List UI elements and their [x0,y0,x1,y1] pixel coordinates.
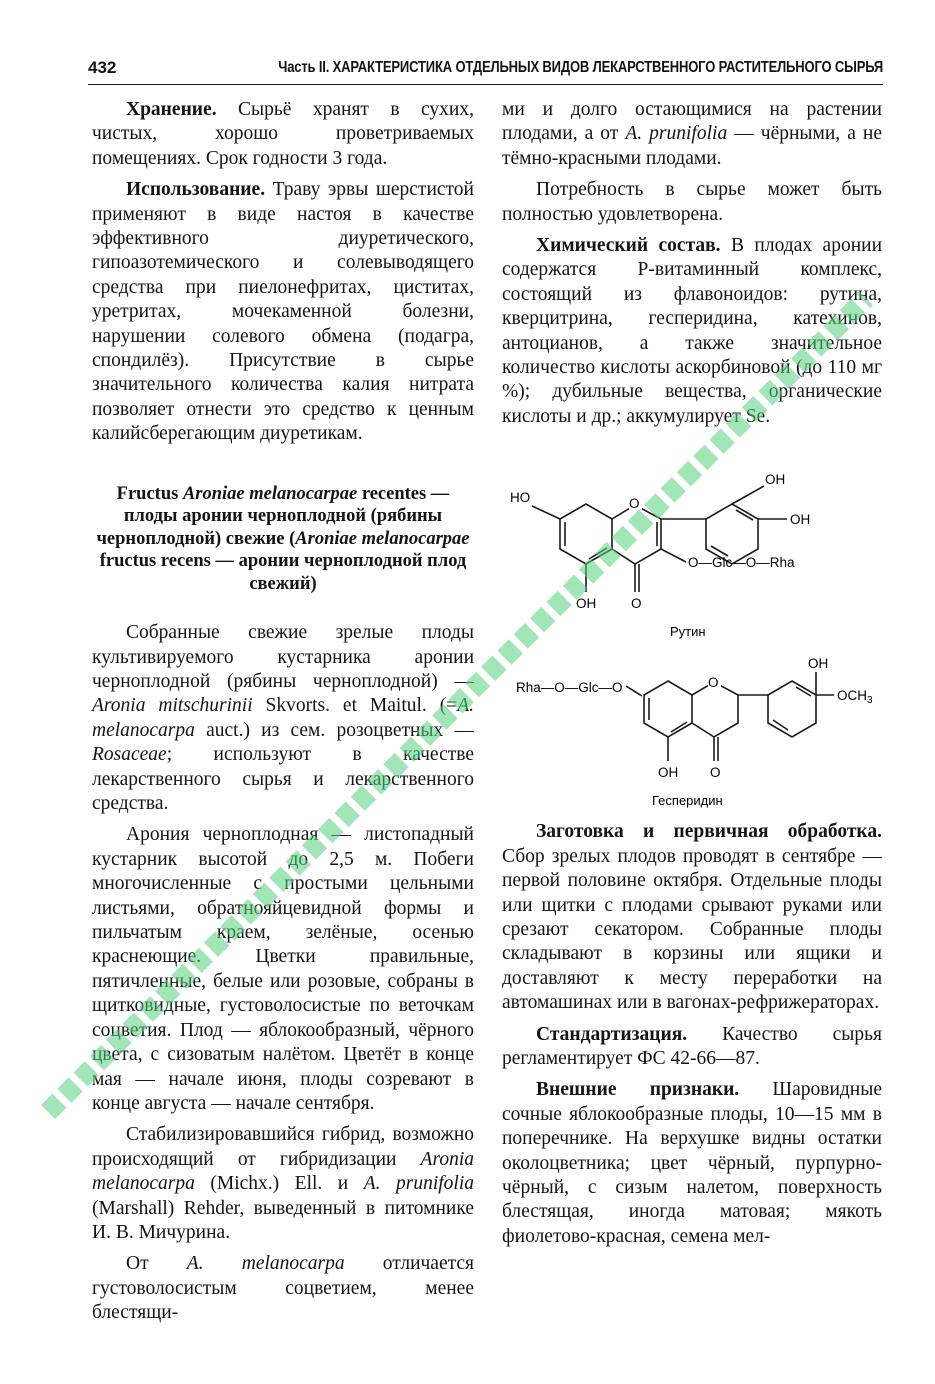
external-text: Шаровидные сочные яблокообразные плоды, 10—15 мм в поперечнике. На верхушке видны остатки околоцветника; цвет чёрный, пурпурно-чёрный, с сизым налетом, поверхность блестящая, иногда матовая; мякоть фиолетово-красная, семена мел- [502,1079,882,1247]
text-run: (Michx.) Ell. и [194,1173,364,1195]
rutin-caption: Рутин [670,624,706,640]
right-column [502,98,882,1256]
text-run: (Marshall) Rehder, выведенный в питомнике И. В. Мичурина. [92,1197,474,1243]
hesperidin-och3: $OCH_3$ [837,688,873,707]
latin-name: A. prunifolia [625,123,728,145]
body-paragraph [92,1252,474,1325]
storage-paragraph [92,98,474,171]
chemistry-paragraph [502,234,882,429]
storage-text: Сырьё хранят в сухих, чистых, хорошо проветриваемых помещениях. Срок годности 3 года. [92,99,474,169]
text-run: ми и долго остающимися на растении плодами, а от [502,99,882,145]
harvest-text: Сбор зрелых плодов проводят в сентябре — первой половине октября. Отдельные плоды или щитки с плодами срывают руками или срезают секатором. Собранные плоды складывают в корзины или ящики и доставляют к месту переработки на автомашинах или в вагонах-рефрижераторах. [502,845,882,1014]
heading-part: fructus recens — аронии черноплодной плод свежий) [99,551,467,594]
text-run: auct.) из сем. розоцветных — [194,719,474,741]
external-paragraph [502,1078,882,1249]
hesperidin-ring-o: O [708,675,719,691]
heading-part: recentes — плоды аронии черноплодной (рябины черноплодной) свежие ( [96,483,450,549]
rutin-oh-bottom: OH [576,596,597,612]
rutin-ring-o: O [629,496,640,512]
harvest-paragraph [502,820,882,1015]
latin-name: A. melanocarpa [186,1253,345,1275]
storage-term: Хранение. [126,99,217,120]
rutin-ho: HO [510,490,531,506]
page-header [88,52,883,84]
rutin-oh-top: OH [765,472,786,488]
hesperidin-caption: Гесперидин [652,793,723,809]
latin-name: Aronia melanocarpa [92,1148,474,1195]
text-run: Собранные свежие зрелые плоды культивируемого кустарника аронии черноплодной (рябины черноплодной) — [92,622,474,692]
chemistry-term: Химический состав. [536,235,721,257]
rutin-chain: O—Glc—O—Rha [688,555,795,571]
latin-name: Aronia mitschurinii [92,695,253,717]
running-title: Часть II. ХАРАКТЕРИСТИКА ОТДЕЛЬНЫХ ВИДОВ ЛЕКАРСТВЕННОГО РАСТИТЕЛЬНОГО СЫРЬЯ [278,59,883,76]
text-run: ; используют в качестве лекарственного сырья и лекарственного средства. [92,744,474,815]
text-run: Стабилизировавшийся гибрид, возможно происходящий от гибридизации [92,1124,474,1170]
continued-paragraph [502,98,882,171]
text-run: — чёрными, а не тёмно-красными плодами. [502,123,882,169]
standard-text: Качество сырья регламентирует ФС 42-66—87. [502,1023,882,1069]
left-column [92,98,474,1333]
hesperidin-chain: Rha—O—Glc—O [516,680,623,696]
latin-name: Rosaceae [92,744,167,766]
page-number: 432 [88,58,117,77]
chemistry-text: В плодах аронии содержатся Р-витаминный комплекс, состоящий из флавоноидов: рутина, кверцитрина, гесперидина, катехинов, антоцианов, а также значительное количество кислоты аскорбиновой (до 110 мг %); дубильные вещества, органические кислоты и др.; аккумулирует Se. [502,235,883,427]
body-paragraph [92,621,474,816]
usage-term: Использование. [126,179,266,201]
external-term: Внешние признаки. [536,1079,740,1101]
text-run: Skvorts. et Maitul. (= [252,695,458,717]
heading-part: Fructus [116,483,183,504]
heading-latin: Aroniae melanocarpae [182,483,358,504]
text-run: отличается густоволосистым соцветием, менее блестящи- [92,1253,475,1324]
hesperidin-oh-bottom: OH [658,765,679,781]
text-run: От [126,1253,187,1275]
hesperidin-oh-top: OH [808,656,829,672]
header-rule [88,84,883,85]
latin-name: A. prunifolia [363,1173,474,1195]
hesperidin-carbonyl-o: O [710,765,721,781]
usage-text: Траву эрвы шерстистой применяют в виде настоя в качестве эффективного диуретического, гипоазотемического и солевыводящего средства при пиелонефритах, циститах, уретритах, мочекаменной болезни, нарушении солевого обмена (подагра, спондилёз). Присутствие в сырье значительного количества калия нитрата позволяет отнести это средство к ценным калийсберегающим диуретикам. [92,179,474,445]
standard-paragraph [502,1023,882,1072]
need-paragraph: Потребность в сырье может быть полностью удовлетворена. [502,179,882,225]
harvest-term: Заготовка и первичная обработка. [536,821,882,843]
rutin-oh-right: OH [790,512,811,528]
standard-term: Стандартизация. [536,1023,688,1045]
body-paragraph [92,1123,474,1245]
body-paragraph: Арония черноплодная — листопадный кустарник высотой до 2,5 м. Побеги многочисленные с простыми цельными листьями, обратнояйцевидной формы и пильчатым краем, зелёные, осенью краснеющие. Цветки правильные, пятичленные, белые или розовые, собраны в щитковидные, густоволосистые по веточкам соцветия. Плод — яблокообразный, чёрного цвета, с сизоватым налётом. Цветёт в конце мая — начале июня, плоды созревают в конце августа — начале сентября. [92,824,474,1114]
usage-paragraph [92,178,474,446]
heading-latin: Aroniae melanocarpae [295,528,470,549]
hesperidin-structure [502,650,882,810]
rutin-carbonyl-o: O [631,596,642,612]
rutin-structure [502,436,882,646]
section-heading [92,483,474,596]
latin-name: A. melanocarpa [92,695,475,741]
